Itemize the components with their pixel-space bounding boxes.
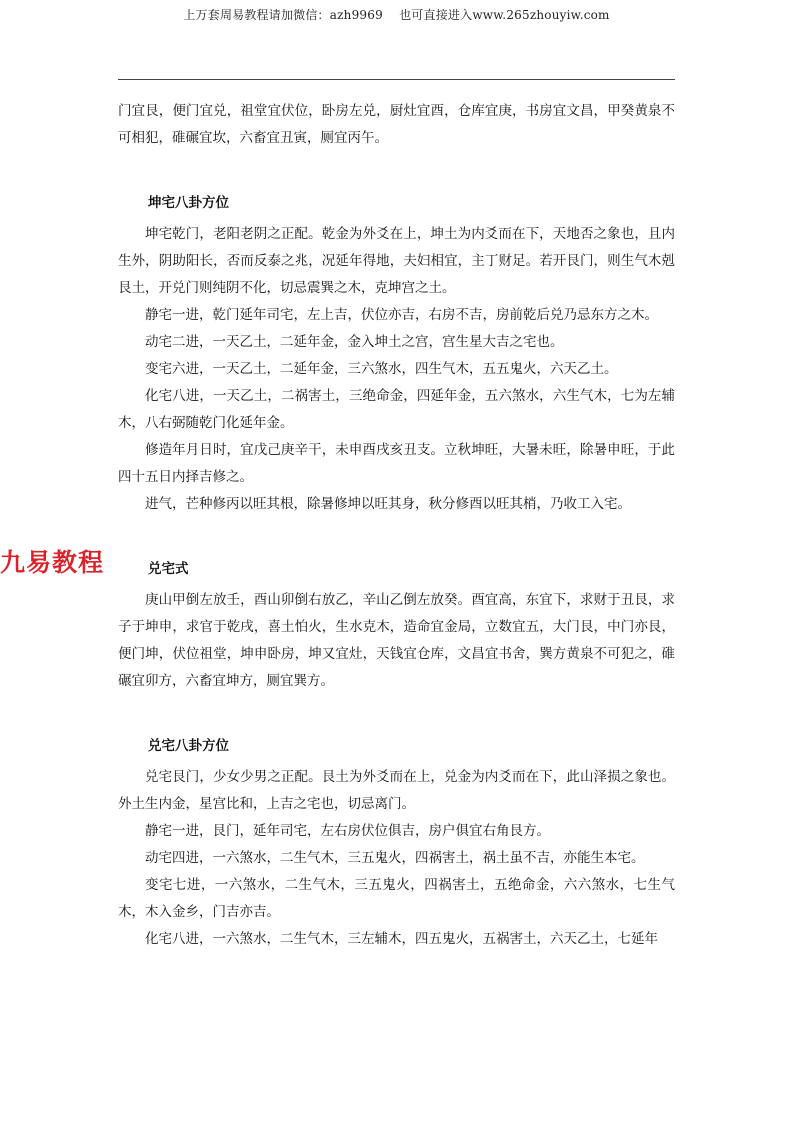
paragraph: 化宅八进，一天乙土，二祸害土，三绝命金，四延年金，五六煞水，六生气木，七为左辅木，八右弼随乾门化延年金。 <box>118 388 675 431</box>
paragraph: 动宅二进，一天乙土，二延年金，金入坤土之宫，宫生星大吉之宅也。 <box>145 334 564 350</box>
section-title-dui-style: 兑宅式 <box>148 561 189 577</box>
paragraph: 修造年月日时，宜戊己庚辛干，未申酉戌亥丑支。立秋坤旺，大暑未旺，除暑申旺，于此四十五日内择吉修之。 <box>118 442 675 485</box>
paragraph: 变宅六进，一天乙土，二延年金，三六煞水，四生气木，五五鬼火，六天乙土。 <box>145 361 618 377</box>
section-title-kun-bagua: 坤宅八卦方位 <box>148 195 229 211</box>
header-divider <box>118 79 675 80</box>
paragraph: 静宅一进，艮门，延年司宅，左右房伏位俱吉，房户俱宜右角艮方。 <box>145 823 550 839</box>
paragraph: 进气，芒种修丙以旺其根，除暑修坤以旺其身，秋分修酉以旺其梢，乃收工入宅。 <box>145 496 631 512</box>
document-body <box>118 98 675 953</box>
section-title-dui-bagua: 兑宅八卦方位 <box>148 738 229 754</box>
paragraph: 静宅一进，乾门延年司宅，左上吉，伏位亦吉，右房不吉，房前乾后兑乃忌东方之木。 <box>145 307 658 323</box>
opening-paragraph: 门宜艮，便门宜兑，祖堂宜伏位，卧房左兑，厨灶宜酉，仓库宜庚，书房宜文昌，甲癸黄泉不可相犯，碓碾宜坎，六畜宜丑寅，厕宜丙午。 <box>118 103 675 146</box>
paragraph: 庚山甲倒左放壬，酉山卯倒右放乙，辛山乙倒左放癸。酉宜高，东宜下，求财于丑艮，求子于坤申，求官于乾戌，喜土怕火，生水克木，造命宜金局，立数宜五，大门艮，中门亦艮，便门坤，伏位祖堂，坤申卧房，坤又宜灶，天钱宜仓库，文昌宜书舍，巽方黄泉不可犯之，碓碾宜卯方，六畜宜坤方，厕宜巽方。 <box>118 592 675 689</box>
paragraph: 变宅七进，一六煞水，二生气木，三五鬼火，四祸害土，五绝命金，六六煞水，七生气木，木入金乡，门吉亦吉。 <box>118 877 675 920</box>
paragraph: 坤宅乾门，老阳老阴之正配。乾金为外爻在上，坤土为内爻而在下，天地否之象也，且内生外，阴助阳长，否而反泰之兆，况延年得地，夫妇相宜，主丁财足。若开艮门，则生气木剋艮土，开兑门则纯阴不化，切忌震巽之木，克坤宫之土。 <box>118 226 675 296</box>
paragraph: 动宅四进，一六煞水，二生气木，三五鬼火，四祸害土，祸土虽不吉，亦能生本宅。 <box>145 850 645 866</box>
watermark-logo-text: 九易教程 <box>0 548 105 577</box>
page-header-text: 上万套周易教程请加微信：azh9969 也可直接进入www.265zhouyiw.com <box>183 8 610 22</box>
paragraph: 兑宅艮门，少女少男之正配。艮土为外爻而在上，兑金为内爻而在下，此山泽损之象也。外土生内金，星宫比和，上吉之宅也，切忌离门。 <box>118 769 675 812</box>
paragraph: 化宅八进，一六煞水，二生气木，三左辅木，四五鬼火，五祸害土，六天乙土，七延年 <box>145 931 658 947</box>
